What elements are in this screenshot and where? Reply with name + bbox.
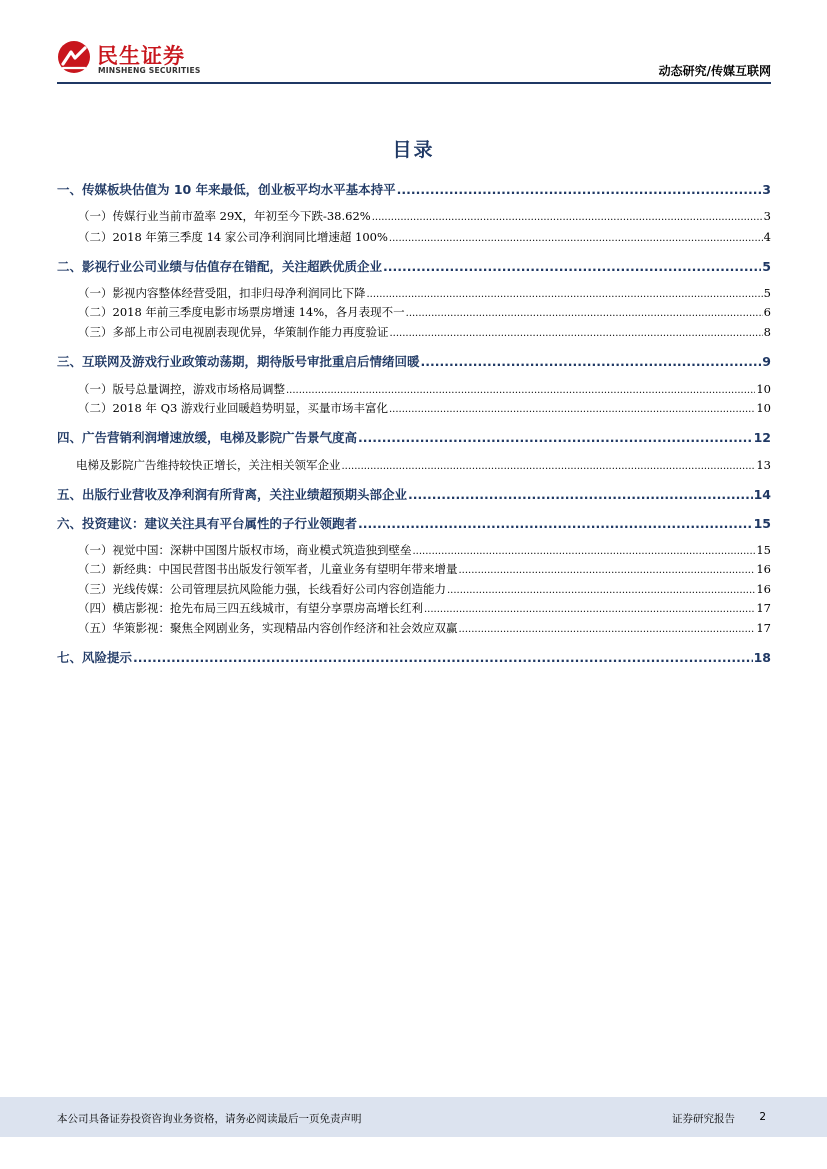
minsheng-logo-icon xyxy=(57,40,91,74)
toc-page-number: 16 xyxy=(756,582,771,596)
toc-page-number: 9 xyxy=(762,354,771,369)
toc-page-number: 12 xyxy=(753,430,771,445)
toc-page-number: 18 xyxy=(753,650,771,665)
dot-leader xyxy=(389,233,763,244)
dot-leader xyxy=(358,430,753,445)
toc-page-number: 3 xyxy=(762,182,771,197)
toc-entry-text: （一）影视内容整体经营受阻，扣非归母净利润同比下降 xyxy=(78,286,366,300)
toc-entry-level2[interactable] xyxy=(57,561,771,577)
toc-entry-text: （一）版号总量调控，游戏市场格局调整 xyxy=(78,382,285,396)
dot-leader xyxy=(424,604,755,615)
dot-leader xyxy=(459,624,756,635)
toc-entry-level1[interactable] xyxy=(57,485,771,503)
toc-entry-text: 四、广告营销利润增速放缓，电梯及影院广告景气度高 xyxy=(57,430,358,445)
dot-leader xyxy=(383,259,761,274)
toc-entry-text: 一、传媒板块估值为 10 年来最低，创业板平均水平基本持平 xyxy=(57,182,396,197)
toc-entry-text: 电梯及影院广告维持较快正增长，关注相关领军企业 xyxy=(76,458,341,472)
toc-entry-level2[interactable] xyxy=(57,285,771,301)
dot-leader xyxy=(372,212,763,223)
toc-page-number: 14 xyxy=(753,487,771,502)
toc-entry-text: 三、互联网及游戏行业政策动荡期，期待版号审批重启后情绪回暖 xyxy=(57,354,420,369)
toc-entry-level2[interactable] xyxy=(57,400,771,416)
toc-entry-text: （二）2018 年第三季度 14 家公司净利润同比增速超 100% xyxy=(78,230,388,244)
toc-entry-level1[interactable] xyxy=(57,648,771,666)
toc-entry-text: （一）传媒行业当前市盈率 29X，年初至今下跌-38.62% xyxy=(78,209,371,223)
footer-report-type: 证券研究报告 xyxy=(672,1113,735,1125)
toc-entry-text: 五、出版行业营收及净利润有所背离，关注业绩超预期头部企业 xyxy=(57,487,408,502)
toc-page-number: 8 xyxy=(763,325,771,339)
toc-entry-level1[interactable] xyxy=(57,257,771,275)
page-header xyxy=(57,38,771,82)
dot-leader xyxy=(133,650,753,665)
toc-page-number: 17 xyxy=(756,601,771,615)
toc-entry-text: 六、投资建议：建议关注具有平台属性的子行业领跑者 xyxy=(57,516,358,531)
toc-entry-level2[interactable] xyxy=(57,600,771,616)
logo-english-name: MINSHENG SECURITIES xyxy=(98,66,201,75)
toc-page-number: 5 xyxy=(763,286,771,300)
toc-page-number: 3 xyxy=(763,209,771,223)
dot-leader xyxy=(358,516,753,531)
footer-disclaimer: 本公司具备证券投资咨询业务资格，请务必阅读最后一页免责声明 xyxy=(57,1113,362,1125)
dot-leader xyxy=(367,289,763,300)
toc-entry-text: 二、影视行业公司业绩与估值存在错配，关注超跌优质企业 xyxy=(57,259,383,274)
toc-entry-level1[interactable] xyxy=(57,352,771,370)
toc-page-number: 15 xyxy=(753,516,771,531)
dot-leader xyxy=(408,487,753,502)
toc-entry-text: （三）多部上市公司电视剧表现优异，华策制作能力再度验证 xyxy=(78,325,389,339)
page-footer xyxy=(0,1097,827,1137)
toc-page-number: 17 xyxy=(756,621,771,635)
dot-leader xyxy=(389,404,755,415)
toc-entry-text: （四）横店影视：抢先布局三四五线城市，有望分享票房高增长红利 xyxy=(78,601,423,615)
toc-entry-level2[interactable] xyxy=(57,581,771,597)
toc-page-number: 6 xyxy=(763,305,771,319)
toc-page-number: 10 xyxy=(756,401,771,415)
toc-page-number: 15 xyxy=(756,543,771,557)
toc-entry-text: （二）2018 年 Q3 游戏行业回暖趋势明显，买量市场丰富化 xyxy=(78,401,388,415)
header-divider xyxy=(57,82,771,84)
footer-page-number: 2 xyxy=(759,1111,766,1123)
toc-entry-level2[interactable] xyxy=(57,304,771,320)
dot-leader xyxy=(286,385,755,396)
dot-leader xyxy=(447,585,755,596)
toc-entry-text: 七、风险提示 xyxy=(57,650,133,665)
toc-entry-level2[interactable] xyxy=(57,324,771,340)
toc-page-number: 5 xyxy=(762,259,771,274)
toc-entry-text: （一）视觉中国：深耕中国图片版权市场，商业模式筑造独到壁垒 xyxy=(78,543,412,557)
toc-entry-level2[interactable] xyxy=(57,381,771,397)
company-logo xyxy=(57,38,217,82)
toc-entry-level1[interactable] xyxy=(57,514,771,532)
dot-leader xyxy=(413,546,756,557)
toc-entry-level1[interactable] xyxy=(57,428,771,446)
toc-entry-text: （三）光线传媒：公司管理层抗风险能力强，长线看好公司内容创造能力 xyxy=(78,582,446,596)
dot-leader xyxy=(397,182,762,197)
toc-title: 目录 xyxy=(392,139,435,161)
dot-leader xyxy=(406,308,763,319)
toc-page-number: 10 xyxy=(756,382,771,396)
logo-chinese-name: 民生证券 xyxy=(97,44,185,68)
toc-entry-level2[interactable] xyxy=(57,208,771,224)
dot-leader xyxy=(390,328,763,339)
toc-entry-level2[interactable] xyxy=(57,620,771,636)
dot-leader xyxy=(342,461,756,472)
dot-leader xyxy=(421,354,762,369)
toc-entry-text: （五）华策影视：聚焦全网剧业务，实现精品内容创作经济和社会效应双赢 xyxy=(78,621,458,635)
toc-page-number: 4 xyxy=(763,230,771,244)
toc-entry-level2[interactable] xyxy=(57,229,771,245)
toc-entry-level1[interactable] xyxy=(57,180,771,198)
report-category: 动态研究/传媒互联网 xyxy=(658,64,771,78)
toc-entry-level2[interactable] xyxy=(57,542,771,558)
toc-page-number: 16 xyxy=(756,562,771,576)
toc-entry-text: （二）2018 年前三季度电影市场票房增速 14%，各月表现不一 xyxy=(78,305,405,319)
toc-page-number: 13 xyxy=(756,458,771,472)
dot-leader xyxy=(459,565,756,576)
toc-entry-text: （二）新经典：中国民营图书出版发行领军者，儿童业务有望明年带来增量 xyxy=(78,562,458,576)
toc-entry-level2[interactable] xyxy=(57,457,771,473)
